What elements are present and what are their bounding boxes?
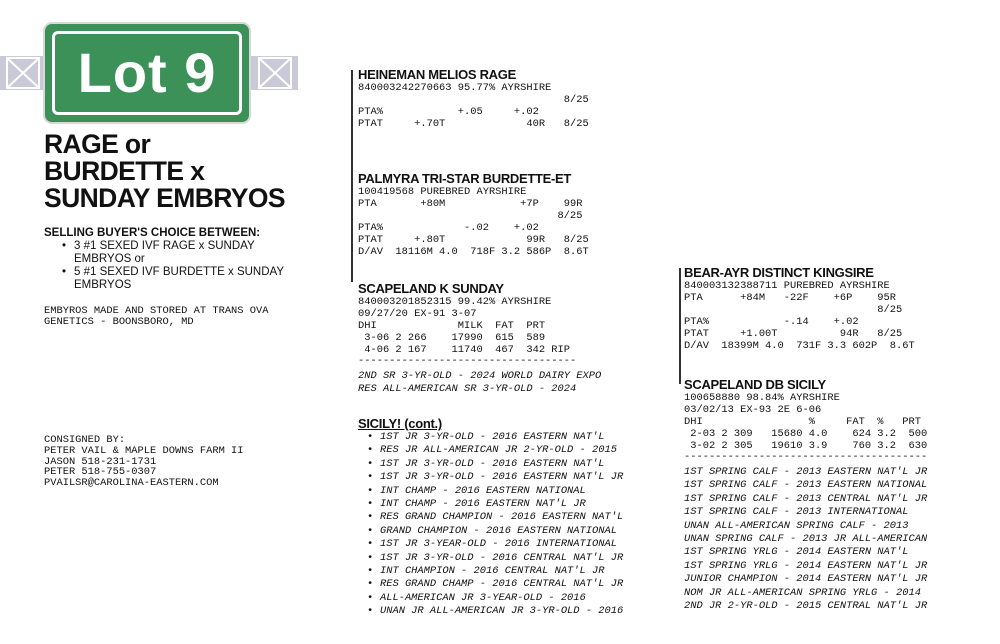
pta-line: PTAT +.80T 99R 8/25 (358, 234, 589, 246)
dhi-header: DHI MILK FAT PRT (358, 320, 546, 332)
selling-options (44, 240, 334, 292)
consignor-line: PETER 518-755-0307 (44, 466, 157, 479)
award-line: NOM JR ALL-AMERICAN SPRING YRLG - 2014 (684, 586, 921, 599)
animal-name: PALMYRA TRI-STAR BURDETTE-ET (358, 171, 572, 186)
sire-kingsire (684, 266, 984, 352)
animal-name: SCAPELAND K SUNDAY (358, 281, 504, 296)
pta-line: PTAT +1.00T 94R 8/25 (684, 328, 903, 340)
sign-rail-left (0, 56, 46, 90)
pta-line: PTA +84M -22F +6P 95R (684, 292, 897, 304)
award-line: 1ST SPRING YRLG - 2014 EASTERN NAT'L JR (684, 559, 928, 572)
award-line: JUNIOR CHAMPION - 2014 EASTERN NAT'L JR (684, 573, 928, 586)
sicily-continued (358, 417, 678, 619)
award-item: • 1ST JR 3-YR-OLD - 2016 EASTERN NAT'L (380, 458, 678, 471)
award-item: • RES GRAND CHAMPION - 2016 EASTERN NAT'L (380, 511, 678, 524)
option-text: EMBRYOS (74, 279, 132, 291)
classification: 09/27/20 EX-91 3-07 (358, 308, 477, 320)
dhi-record: 2-03 2 309 15680 4.0 624 3.2 500 (684, 428, 928, 440)
award-line: UNAN SPRING CALF - 2013 JR ALL-AMERICAN (684, 533, 928, 546)
option-text: • 3 #1 SEXED IVF RAGE x SUNDAY (74, 240, 255, 252)
headline-line: RAGE or (44, 129, 151, 159)
pta-line: D/AV 18116M 4.0 718F 3.2 586P 8.6T (358, 246, 589, 258)
cross-brace-icon (258, 57, 292, 89)
lot-headline (44, 131, 344, 212)
dam-sunday (358, 282, 678, 397)
dhi-record: 3-06 2 266 17990 615 589 (358, 332, 546, 344)
registration: 100658880 98.84% AYRSHIRE (684, 392, 840, 404)
award-line: UNAN ALL-AMERICAN SPRING CALF - 2013 (684, 519, 909, 532)
headline-line: BURDETTE x (44, 156, 205, 186)
cross-brace-icon (6, 57, 40, 89)
award-item: • ALL-AMERICAN JR 3-YEAR-OLD - 2016 (380, 592, 678, 605)
award-item: • RES GRAND CHAMP - 2016 CENTRAL NAT'L JR (380, 578, 678, 591)
pta-line: 8/25 (358, 94, 589, 106)
award-line: RES ALL-AMERICAN SR 3-YR-OLD - 2024 (358, 383, 577, 396)
lot-sign (43, 22, 251, 124)
section-title: SICILY! (cont.) (358, 416, 442, 431)
award-line: 2ND SR 3-YR-OLD - 2024 WORLD DAIRY EXPO (358, 370, 602, 382)
award-item: • 1ST JR 3-YR-OLD - 2016 EASTERN NAT'L (380, 431, 678, 444)
consignor-line: CONSIGNED BY: (44, 434, 126, 446)
note-line: GENETICS - BOONSBORO, MD (44, 316, 194, 328)
award-item: • UNAN JR ALL-AMERICAN JR 3-YR-OLD - 2016 (380, 605, 678, 618)
award-item: • 1ST JR 3-YR-OLD - 2016 CENTRAL NAT'L JR (380, 552, 678, 565)
award-line: 1ST SPRING CALF - 2013 INTERNATIONAL (684, 506, 909, 519)
registration: 100419568 PUREBRED AYRSHIRE (358, 186, 527, 198)
pta-line: 8/25 (358, 210, 583, 222)
selling-option (74, 240, 334, 266)
lot-number: Lot 9 (77, 41, 217, 104)
consignor-line: JASON 518-231-1731 (44, 455, 157, 468)
registration: 840003201852315 99.42% AYRSHIRE (358, 296, 552, 308)
award-line: 1ST SPRING CALF - 2013 CENTRAL NAT'L JR (684, 492, 928, 505)
sign-rail-right (250, 56, 298, 90)
option-text: EMBRYOS or (74, 253, 145, 265)
pta-line: PTA +80M +7P 99R (358, 198, 583, 210)
option-text: • 5 #1 SEXED IVF BURDETTE x SUNDAY (74, 266, 285, 278)
award-list (358, 431, 678, 619)
classification: 03/02/13 EX-93 2E 6-06 (684, 404, 822, 416)
award-line: 1ST SPRING YRLG - 2014 EASTERN NAT'L (684, 546, 909, 559)
pta-line: PTA% -.14 +.02 (684, 316, 859, 328)
award-line: 1ST SPRING CALF - 2013 EASTERN NAT'L JR (684, 466, 928, 478)
selling-option (74, 266, 334, 292)
selling-title: SELLING BUYER'S CHOICE BETWEEN: (44, 227, 261, 239)
award-item: • INT CHAMP - 2016 EASTERN NAT'L JR (380, 498, 678, 511)
consignor-info (44, 435, 344, 489)
registration: 840003132388711 PUREBRED AYRSHIRE (684, 280, 890, 292)
dhi-record: 3-02 2 305 19610 3.9 760 3.2 630 (684, 440, 928, 452)
animal-name: BEAR-AYR DISTINCT KINGSIRE (684, 265, 874, 280)
award-item: • INT CHAMPION - 2016 CENTRAL NAT'L JR (380, 565, 678, 578)
pedigree-line (351, 70, 353, 282)
award-item: • GRAND CHAMPION - 2016 EASTERN NATIONAL (380, 525, 678, 538)
lot-sign-border (52, 31, 242, 115)
award-line: 2ND JR 2-YR-OLD - 2015 CENTRAL NAT'L JR (684, 600, 928, 613)
storage-note (44, 306, 344, 328)
award-item: • INT CHAMP - 2016 EASTERN NATIONAL (380, 485, 678, 498)
selling-terms (44, 227, 334, 292)
note-line: EMBYROS MADE AND STORED AT TRANS OVA (44, 305, 269, 317)
award-item: • 1ST JR 3-YR-OLD - 2016 EASTERN NAT'L JR (380, 471, 678, 484)
award-line: 1ST SPRING CALF - 2013 EASTERN NATIONAL (684, 479, 928, 492)
animal-name: SCAPELAND DB SICILY (684, 377, 826, 392)
award-item: • 1ST JR 3-YEAR-OLD - 2016 INTERNATIONAL (380, 538, 678, 551)
consignor-line: PVAILSR@CAROLINA-EASTERN.COM (44, 477, 219, 490)
consignor-line: PETER VAIL & MAPLE DOWNS FARM II (44, 444, 244, 457)
sire-heineman (358, 68, 678, 130)
divider: --------------------------------------- (684, 451, 928, 463)
sire-palmyra (358, 172, 678, 258)
dam-sicily (684, 378, 984, 613)
animal-name: HEINEMAN MELIOS RAGE (358, 67, 516, 82)
pta-line: PTAT +.70T 40R 8/25 (358, 118, 589, 130)
pta-line: 8/25 (684, 304, 903, 316)
pedigree-line (679, 268, 681, 384)
pta-line: D/AV 18399M 4.0 731F 3.3 602P 8.6T (684, 340, 915, 352)
pta-line: PTA% +.05 +.02 (358, 106, 539, 118)
registration: 840003242270663 95.77% AYRSHIRE (358, 82, 552, 94)
dhi-header: DHI % FAT % PRT (684, 416, 921, 428)
award-item: • RES JR ALL-AMERICAN JR 2-YR-OLD - 2015 (380, 444, 678, 457)
pta-line: PTA% -.02 +.02 (358, 222, 539, 234)
divider: ----------------------------------- (358, 355, 577, 367)
dhi-record: 4-06 2 167 11740 467 342 RIP (358, 344, 571, 356)
headline-line: SUNDAY EMBRYOS (44, 183, 285, 213)
